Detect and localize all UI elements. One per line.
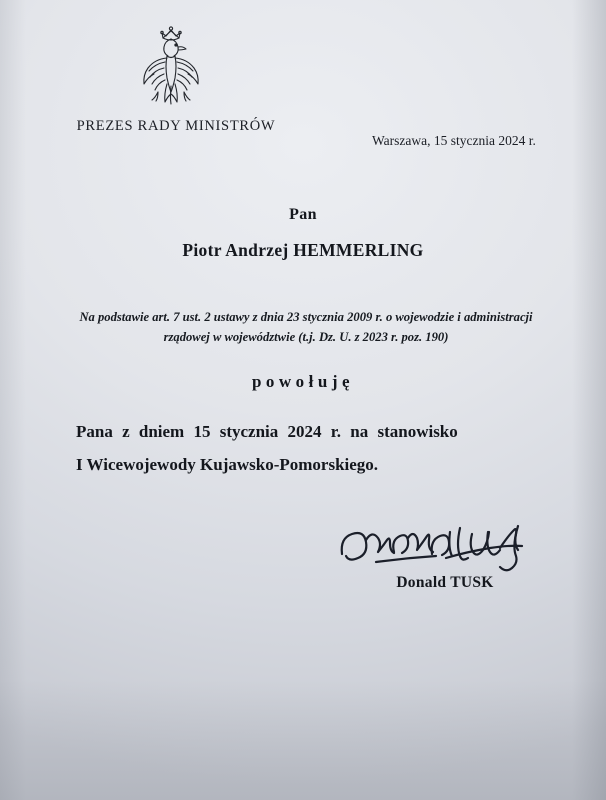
place-and-date: Warszawa, 15 stycznia 2024 r.	[372, 133, 536, 148]
body-line-one: Pana z dniem 15 stycznia 2024 r. na stanowisko	[76, 422, 458, 441]
addressee-name: Piotr Andrzej HEMMERLING	[182, 240, 424, 260]
donald-tusk-signature-icon	[336, 518, 552, 582]
legal-basis-text: Na podstawie art. 7 ust. 2 ustawy z dnia 23 stycznia 2009 r. o wojewodzie i administracji rządowej w województwie (t.j. Dz. U. z 2023 r. poz. 190)	[79, 310, 533, 344]
office-title: PREZES RADY MINISTRÓW	[76, 118, 276, 134]
operative-word: powołuję	[251, 372, 355, 391]
signatory-name: Donald TUSK	[396, 574, 494, 591]
body-line-two: I Wicewojewody Kujawsko-Pomorskiego.	[76, 455, 379, 474]
polish-eagle-emblem-icon	[136, 22, 206, 114]
addressee-salutation: Pan	[289, 206, 317, 223]
